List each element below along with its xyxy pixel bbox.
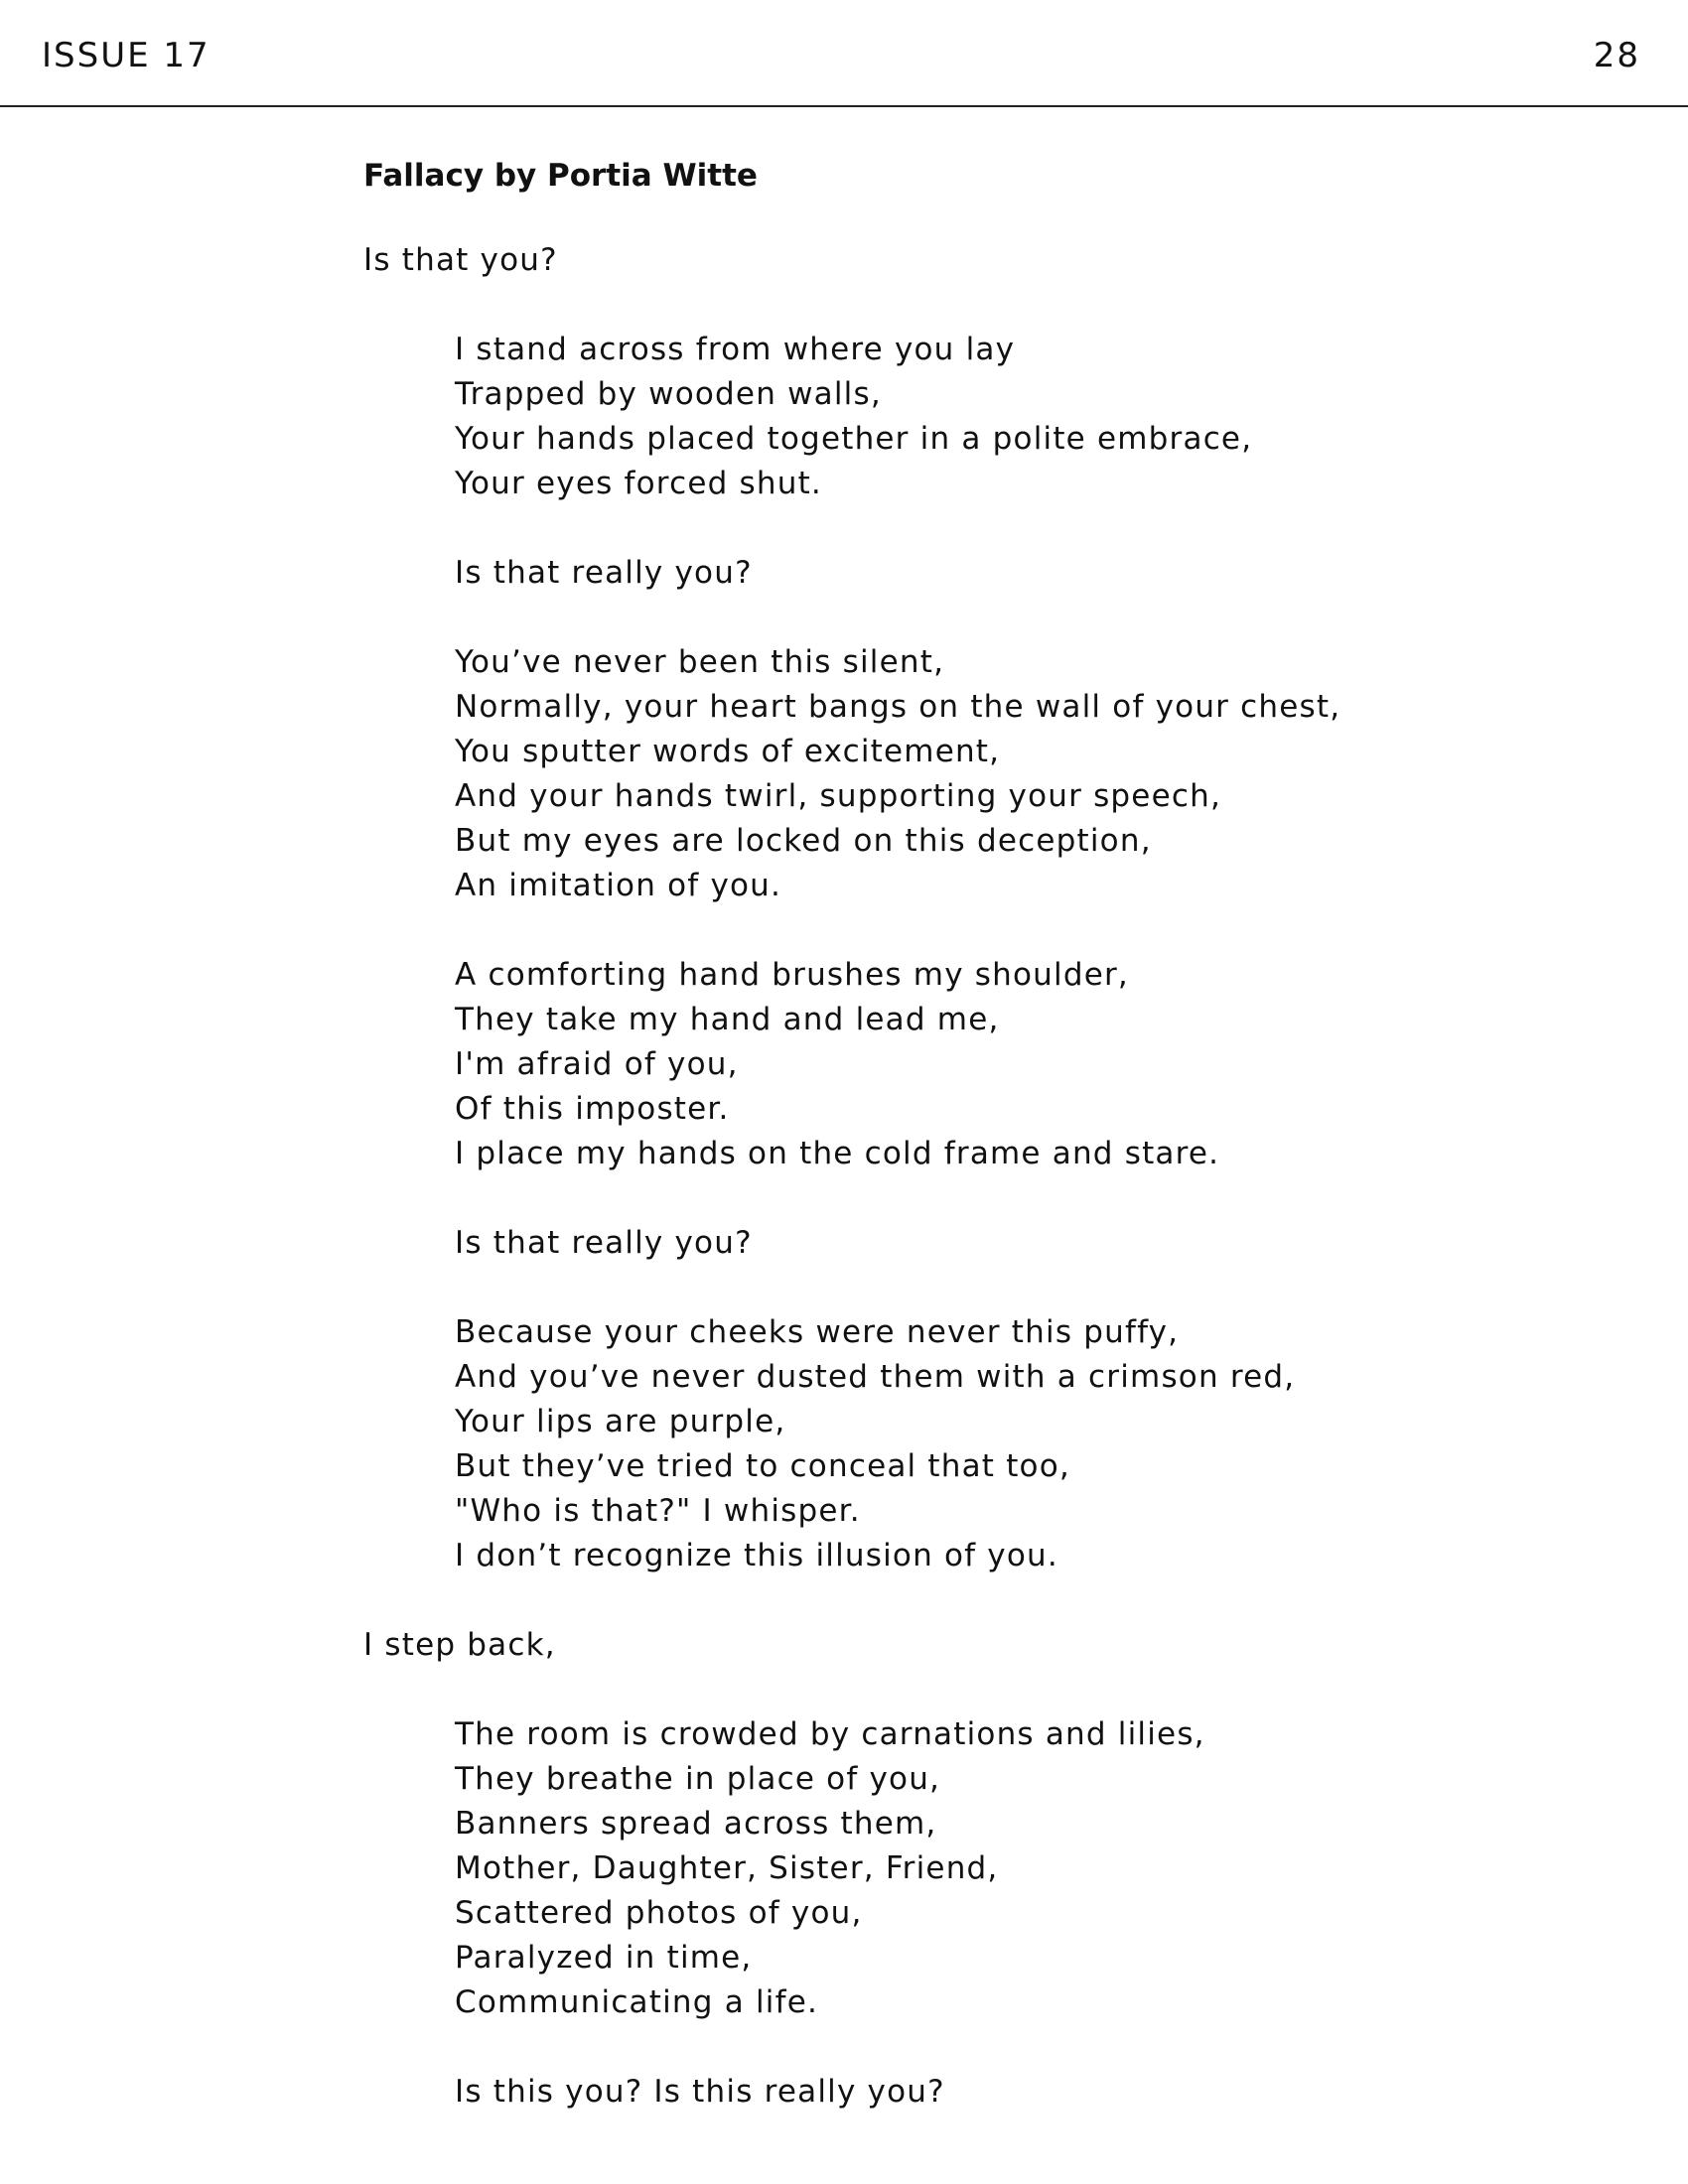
poem-line: "Who is that?" I whisper. (455, 1493, 861, 1529)
poem-line: A comforting hand brushes my shoulder, (455, 957, 1129, 993)
poem-line: And your hands twirl, supporting your speech, (455, 778, 1221, 814)
poem-line: Is this you? Is this really you? (455, 2074, 945, 2110)
poem-line: They take my hand and lead me, (455, 1002, 1000, 1037)
poem-line: You sputter words of excitement, (455, 734, 1001, 769)
poem-line: Normally, your heart bangs on the wall of your chest, (455, 689, 1341, 725)
poem-line: They breathe in place of you, (455, 1761, 941, 1797)
poem-line: But my eyes are locked on this deception, (455, 823, 1152, 859)
poem-line: But they’ve tried to conceal that too, (455, 1448, 1070, 1484)
poem-line: Communicating a life. (455, 1984, 819, 2020)
poem-line: And you’ve never dusted them with a crimson red, (455, 1359, 1296, 1395)
page-number: 28 (1593, 36, 1640, 75)
poem-line: You’ve never been this silent, (455, 644, 945, 680)
poem-line: An imitation of you. (455, 868, 782, 903)
poem-line: I stand across from where you lay (455, 332, 1016, 367)
issue-label: ISSUE 17 (42, 36, 211, 75)
poem-line: Because your cheeks were never this puffy, (455, 1314, 1180, 1350)
poem-line: Trapped by wooden walls, (455, 376, 882, 412)
poem-line: Scattered photos of you, (455, 1895, 863, 1931)
poem-line: Paralyzed in time, (455, 1940, 753, 1976)
poem-line: Your eyes forced shut. (455, 466, 822, 501)
poem-lines (363, 238, 1615, 2115)
poem-line: I don’t recognize this illusion of you. (455, 1538, 1058, 1573)
poem-line: I step back, (363, 1627, 556, 1663)
poem-line: Is that really you? (455, 1225, 753, 1261)
poem-line: I place my hands on the cold frame and stare. (455, 1136, 1220, 1171)
header-divider (0, 105, 1688, 107)
poem-line: Your hands placed together in a polite embrace, (455, 421, 1253, 457)
poem-line: The room is crowded by carnations and lilies, (455, 1716, 1205, 1752)
poem-line: Is that you? (363, 242, 558, 278)
poem-line: Is that really you? (455, 555, 753, 591)
poem-title: Fallacy by Portia Witte (363, 158, 758, 194)
poem-line: Mother, Daughter, Sister, Friend, (455, 1850, 999, 1886)
poem-line: Your lips are purple, (455, 1404, 786, 1439)
poem-body (363, 149, 1615, 2115)
poem-line: I'm afraid of you, (455, 1046, 739, 1082)
poem-line: Of this imposter. (455, 1091, 730, 1127)
poem-line: Banners spread across them, (455, 1806, 937, 1842)
